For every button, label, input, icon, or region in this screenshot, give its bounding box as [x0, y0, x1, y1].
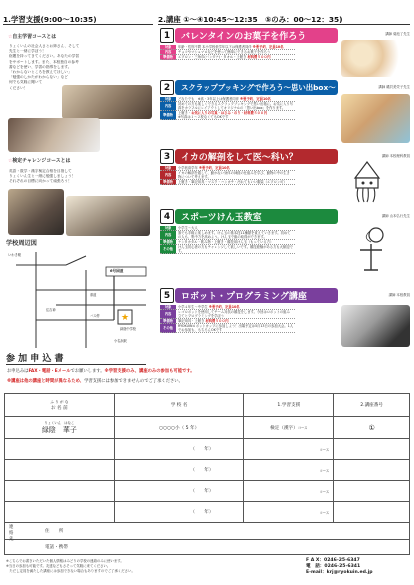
course-4-title: スポーツけん玉教室	[175, 209, 338, 224]
course-1-title: バレンタインのお菓子を作ろう	[175, 28, 338, 43]
svg-text:★: ★	[120, 313, 130, 323]
kanken-photo-1	[8, 189, 64, 235]
label-items: 準備物	[160, 55, 176, 60]
apply-title-line	[6, 364, 146, 365]
header-number: 2.講座番号	[334, 394, 410, 417]
example-number: ①	[334, 417, 410, 439]
address-field[interactable]: 住 所	[5, 523, 410, 540]
apply-line-2: ※講座は他の講座と時間が異なるため、学習支援には参加できませんのでご了承ください。	[7, 379, 183, 384]
entry-school[interactable]: （ 年）	[114, 439, 244, 460]
course-4-teacher: 講師 山本弘行先生	[381, 214, 410, 218]
entry-school[interactable]: （ 年）	[114, 460, 244, 481]
course-2-teacher: 講師 磯貝美栄子先生	[378, 85, 410, 89]
study-photo-2	[8, 118, 100, 152]
course-3-teacher: 講師 本校理科教員	[381, 154, 410, 158]
map-label-station: 小名浜駅	[114, 339, 127, 343]
course-1-photo	[341, 40, 410, 77]
divider-left	[3, 24, 153, 25]
divider-right	[158, 24, 410, 25]
entry-name[interactable]	[5, 502, 115, 523]
map-title: 学校周辺図	[6, 240, 37, 247]
header-support: 1.学習支援	[244, 394, 334, 417]
example-support: 検定（漢字）コース	[244, 417, 334, 439]
entry-name[interactable]	[5, 481, 115, 502]
entry-name[interactable]	[5, 460, 115, 481]
kanken-course-title: ☆検定チャレンジコースとは	[8, 158, 71, 164]
course-2-table: 対象 どなたでも ※高・3年以上は保護者同伴 ※要予約、定員10名 内容 初めての方も楽しくできるスクラップブッキングで思い出箱に。お気に入り写真をカラフルにレイアウトしてオリジナルの「思い出box」を作ります。 準備物 上履き・お気に入りの写真・はさみ・のり・材料費５００円 ※写真は１〜２枚なくてもOKです	[160, 97, 295, 120]
email-link[interactable]: E-mail：krj@ryokuin.ed.jp	[306, 570, 373, 575]
map-label-route6: 6号国道	[110, 269, 124, 273]
course-3-table: 対象 小学低高学年 ※要予約、定員10名 内容 イカの解剖を通して、動かない身体の神経の仕組みを学び、動物の中の生き物について考えます。 準備物 上履き・筆記用具・マスク・ハンカチ・汚れてもいい服装（エプロン可）	[160, 166, 295, 185]
area-map	[6, 250, 154, 350]
course-5-teacher: 講師 本校教員	[388, 293, 410, 297]
course-2-title: スクラップブッキングで作ろう〜思い出box〜	[175, 80, 338, 95]
map-svg	[6, 250, 154, 350]
course-4-table: 対象 小学生〜大人 内容 誰でも手軽に楽しめます。けん玉の基本技11種類を覚えていきます。初めての人も、集中力を高めよう。けん玉で級の取得ができます。 準備物 ナンタカタル・飲み物・上履き・競技用けん玉（もっている方） その他 けん玉初心者の方もチャレンジして欲しいです。競技経験がある方も大歓迎です。	[160, 226, 295, 254]
squid-icon	[350, 160, 384, 204]
label-target: 対象	[160, 45, 176, 50]
kanken-course-text: 英語・数学・漢字検定合格を目指して りょくいん生と一緒に勉強しましょう！ それぞれの目標に向かって頑張ろう！	[9, 169, 76, 184]
apply-line-1: お申込みはFAX・電話・Eメールでお願いします。※学習支援のみ、講座のみの参加も可能です。	[7, 369, 195, 374]
entry-number[interactable]	[334, 439, 410, 460]
course-5-number: 5	[160, 288, 174, 303]
course-3-title: イカの解剖をして医〜科い？	[175, 149, 338, 164]
entry-number[interactable]	[334, 502, 410, 523]
course-5-title: ロボット・プログラミング講座	[175, 288, 338, 303]
privacy-notes: ※こちらでお書きいただいた個人情報はみどりの学校の連絡のみに使います。 ※当日の参加も可能です。友達などもさそって気軽に来てください。 ただし定員を満たした講座には参加できない場合もありますのでご了承ください。	[6, 559, 135, 573]
entry-support[interactable]: コース	[244, 481, 334, 502]
entry-name[interactable]	[5, 439, 115, 460]
apply-title: 参 加 申 込 書	[6, 354, 64, 364]
map-label-bus: バス停	[90, 314, 100, 318]
course-1-number: 1	[160, 28, 174, 43]
entry-support[interactable]: コース	[244, 460, 334, 481]
entry-school[interactable]: （ 年）	[114, 502, 244, 523]
self-course-title: ☆自主学習コースとは	[8, 34, 57, 40]
course-1-table: 対象 年齢・性別不問 本小学校低学年以下は保護者同伴 ※要予約、定員10名 内容 チョコやマシュマロなどを使って簡単にできるお菓子を作ろう 準備物 エプロン・三角巾(バンダナ)・タオル・上履き 材料費５００円	[160, 45, 295, 60]
example-name: りょくいん はなこ 緑陰 華子	[5, 417, 115, 439]
example-school: ○○○○小（ 5 年）	[114, 417, 244, 439]
entry-number[interactable]	[334, 460, 410, 481]
star-icon: ☆	[8, 158, 13, 164]
header-name: ふ り が な お 名 前	[5, 394, 115, 417]
phone-field[interactable]: 電話・携帯	[5, 540, 410, 555]
course-5-photo	[341, 305, 410, 347]
kanken-photo-2	[66, 196, 150, 236]
entry-number[interactable]	[334, 481, 410, 502]
contact-info: F A X：0246-25-6347 電 話：0246-25-6341 E-mail：krj@ryokuin.ed.jp	[306, 558, 373, 575]
course-3-number: 3	[160, 149, 174, 164]
application-form	[4, 393, 410, 555]
entry-school[interactable]: （ 年）	[114, 481, 244, 502]
contact-label: 連絡先	[9, 525, 14, 542]
kendama-icon	[352, 226, 390, 276]
entry-support[interactable]: コース	[244, 439, 334, 460]
study-photo-1	[62, 85, 152, 119]
course-1-teacher: 講師 菊池了先生	[385, 32, 410, 36]
map-label-road: 県道	[90, 293, 97, 297]
course-4-number: 4	[160, 209, 174, 224]
label-content: 内容	[160, 50, 176, 55]
map-label-bridge: 住吉神	[46, 308, 56, 312]
entry-support[interactable]: コース	[244, 502, 334, 523]
course-heading: 2.講座 ①〜④10:45〜12:35 ⑤のみ：00〜12：35)	[158, 15, 343, 24]
course-2-number: 2	[160, 80, 174, 95]
star-icon: ☆	[8, 34, 13, 40]
map-label-station-top: いわき駅	[8, 253, 22, 257]
map-label-school: 緑陰中学校	[120, 327, 136, 331]
self-course-text: りょくいんの社会人さとお姉さん、そして 先生と一緒に学ぼう！ 宿題を持ってきてください。あなたの学習 をサポートします。また、本校独自の参考 書などを使い、学習の指導をします。 「わからないところを教えてほしい」 「勉強のしかたがわからない」など 何でも気軽に聞いて ください！	[9, 44, 80, 90]
course-2-photo	[341, 94, 410, 143]
support-heading: 1.学習支援(9:00〜10:35)	[3, 15, 97, 24]
header-school: 学 校 名	[114, 394, 244, 417]
course-5-table: 対象 小学４年生〜中学生 ※要予約、定員10名 内容 レゴロボットを使用してチーム対抗の競技をします。今回はロボットの組み立てとプログラミングを学ぼう 準備物 筆記用具・上履き 材料費５００円 その他 RYOKUINロボットカップに参加しよう！出場予定は5月13日の参加大会。1人でお参加も、もちろんOKです	[160, 305, 295, 333]
